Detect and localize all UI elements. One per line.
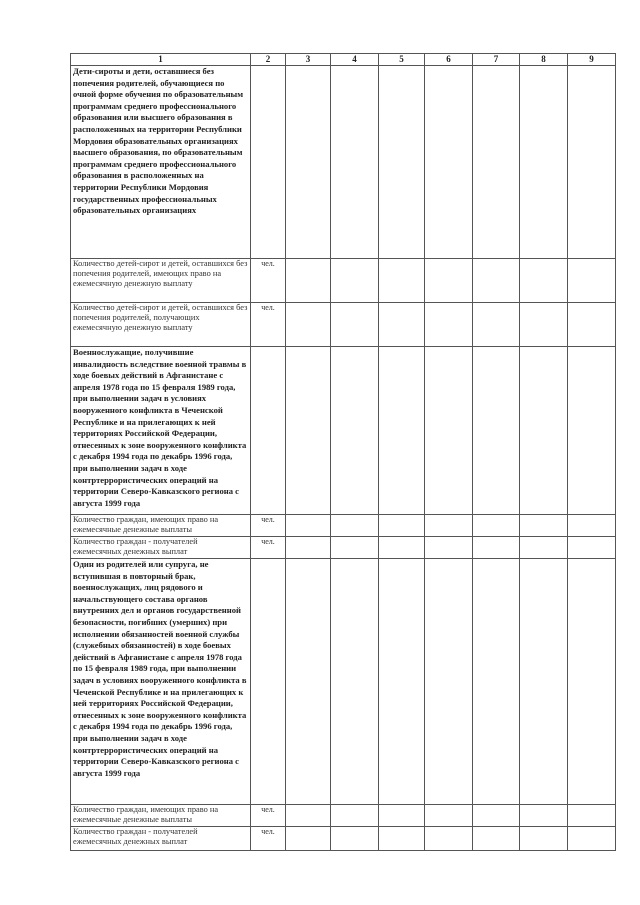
value-cell	[331, 537, 379, 559]
value-cell	[286, 303, 331, 347]
value-cell	[379, 347, 425, 515]
value-cell	[286, 827, 331, 851]
value-cell	[520, 303, 568, 347]
value-cell	[473, 303, 520, 347]
value-cell	[473, 347, 520, 515]
value-cell	[568, 559, 616, 805]
unit-cell: чел.	[251, 303, 286, 347]
row-label: Количество граждан - получателей ежемесячных денежных выплат	[71, 537, 251, 559]
value-cell	[520, 347, 568, 515]
value-cell	[568, 515, 616, 537]
value-cell	[473, 259, 520, 303]
table-row	[71, 537, 616, 559]
value-cell	[520, 515, 568, 537]
value-cell	[286, 259, 331, 303]
unit-cell: чел.	[251, 537, 286, 559]
value-cell	[331, 66, 379, 259]
value-cell	[425, 347, 473, 515]
row-label: Количество граждан, имеющих право на ежемесячные денежные выплаты	[71, 805, 251, 827]
column-header-4: 4	[331, 54, 379, 66]
value-cell	[520, 66, 568, 259]
column-header-3: 3	[286, 54, 331, 66]
value-cell	[473, 559, 520, 805]
column-header-1: 1	[71, 54, 251, 66]
value-cell	[425, 303, 473, 347]
value-cell	[379, 259, 425, 303]
value-cell	[286, 805, 331, 827]
value-cell	[473, 515, 520, 537]
table-row	[71, 827, 616, 851]
value-cell	[568, 805, 616, 827]
value-cell	[520, 827, 568, 851]
value-cell	[379, 66, 425, 259]
value-cell	[568, 259, 616, 303]
row-label: Военнослужащие, получившие инвалидность вследствие военной травмы в ходе боевых действий в Афганистане с апреля 1978 года по 15 февраля 1989 года, при выполнении задач в условиях вооруженного конфликта в Чеченской Республике и на прилегающих к ней территориях Российской Федерации, отнесенных к зоне вооруженного конфликта с декабря 1994 года по декабрь 1996 года, при выполнении задач в ходе контртеррористических операций на территории Северо-Кавказского региона с августа 1999 года	[71, 347, 251, 515]
table-row	[71, 347, 616, 515]
column-header-7: 7	[473, 54, 520, 66]
unit-cell: чел.	[251, 515, 286, 537]
unit-cell: чел.	[251, 259, 286, 303]
value-cell	[520, 259, 568, 303]
table-row	[71, 559, 616, 805]
value-cell	[425, 559, 473, 805]
value-cell	[379, 805, 425, 827]
column-header-6: 6	[425, 54, 473, 66]
column-header-5: 5	[379, 54, 425, 66]
value-cell	[425, 537, 473, 559]
value-cell	[425, 805, 473, 827]
value-cell	[331, 515, 379, 537]
value-cell	[379, 537, 425, 559]
row-label: Количество детей-сирот и детей, оставшихся без попечения родителей, получающих ежемесячную денежную выплату	[71, 303, 251, 347]
value-cell	[379, 827, 425, 851]
value-cell	[379, 303, 425, 347]
value-cell	[520, 537, 568, 559]
value-cell	[568, 66, 616, 259]
value-cell	[286, 347, 331, 515]
value-cell	[473, 827, 520, 851]
row-label: Количество детей-сирот и детей, оставшихся без попечения родителей, имеющих право на ежемесячную денежную выплату	[71, 259, 251, 303]
value-cell	[331, 259, 379, 303]
row-label: Количество граждан, имеющих право на ежемесячные денежные выплаты	[71, 515, 251, 537]
value-cell	[331, 827, 379, 851]
unit-cell	[251, 66, 286, 259]
value-cell	[425, 259, 473, 303]
row-label: Количество граждан - получателей ежемесячных денежных выплат	[71, 827, 251, 851]
value-cell	[379, 559, 425, 805]
value-cell	[331, 303, 379, 347]
unit-cell: чел.	[251, 827, 286, 851]
value-cell	[473, 66, 520, 259]
value-cell	[331, 805, 379, 827]
column-header-2: 2	[251, 54, 286, 66]
column-header-9: 9	[568, 54, 616, 66]
unit-cell	[251, 559, 286, 805]
header-row	[71, 54, 616, 66]
row-label: Один из родителей или супруга, не вступившая в повторный брак, военнослужащих, лиц рядового и начальствующего состава органов внутренних дел и органов государственной безопасности, погибших (умерших) при исполнении обязанностей военной службы (служебных обязанностей) в ходе боевых действий в Афганистане с апреля 1978 года по 15 февраля 1989 года, при выполнении задач в условиях вооруженного конфликта в Чеченской Республике и на прилегающих к ней территориях Российской Федерации, отнесенных к зоне вооруженного конфликта с декабря 1994 года по декабрь 1996 года, при выполнении задач в ходе контртеррористических операций на территории Северо-Кавказского региона с августа 1999 года	[71, 559, 251, 805]
table-row	[71, 66, 616, 259]
column-header-8: 8	[520, 54, 568, 66]
value-cell	[473, 537, 520, 559]
value-cell	[286, 537, 331, 559]
value-cell	[568, 537, 616, 559]
value-cell	[331, 559, 379, 805]
report-table	[70, 53, 616, 851]
value-cell	[568, 303, 616, 347]
value-cell	[286, 66, 331, 259]
table-row	[71, 515, 616, 537]
unit-cell: чел.	[251, 805, 286, 827]
row-label: Дети-сироты и дети, оставшиеся без попечения родителей, обучающиеся по очной форме обучения по образовательным программам среднего профессионального образования или высшего образования в расположенных на территории Республики Мордовия образовательных организациях высшего образования, по образовательным программам среднего профессионального образования в расположенных на территории Республики Мордовия государственных профессиональных образовательных организациях	[71, 66, 251, 259]
value-cell	[425, 66, 473, 259]
value-cell	[286, 559, 331, 805]
value-cell	[425, 515, 473, 537]
table-row	[71, 303, 616, 347]
unit-cell	[251, 347, 286, 515]
value-cell	[473, 805, 520, 827]
value-cell	[286, 515, 331, 537]
value-cell	[520, 559, 568, 805]
table-row	[71, 805, 616, 827]
value-cell	[568, 347, 616, 515]
value-cell	[331, 347, 379, 515]
table-row	[71, 259, 616, 303]
value-cell	[520, 805, 568, 827]
value-cell	[568, 827, 616, 851]
value-cell	[425, 827, 473, 851]
value-cell	[379, 515, 425, 537]
